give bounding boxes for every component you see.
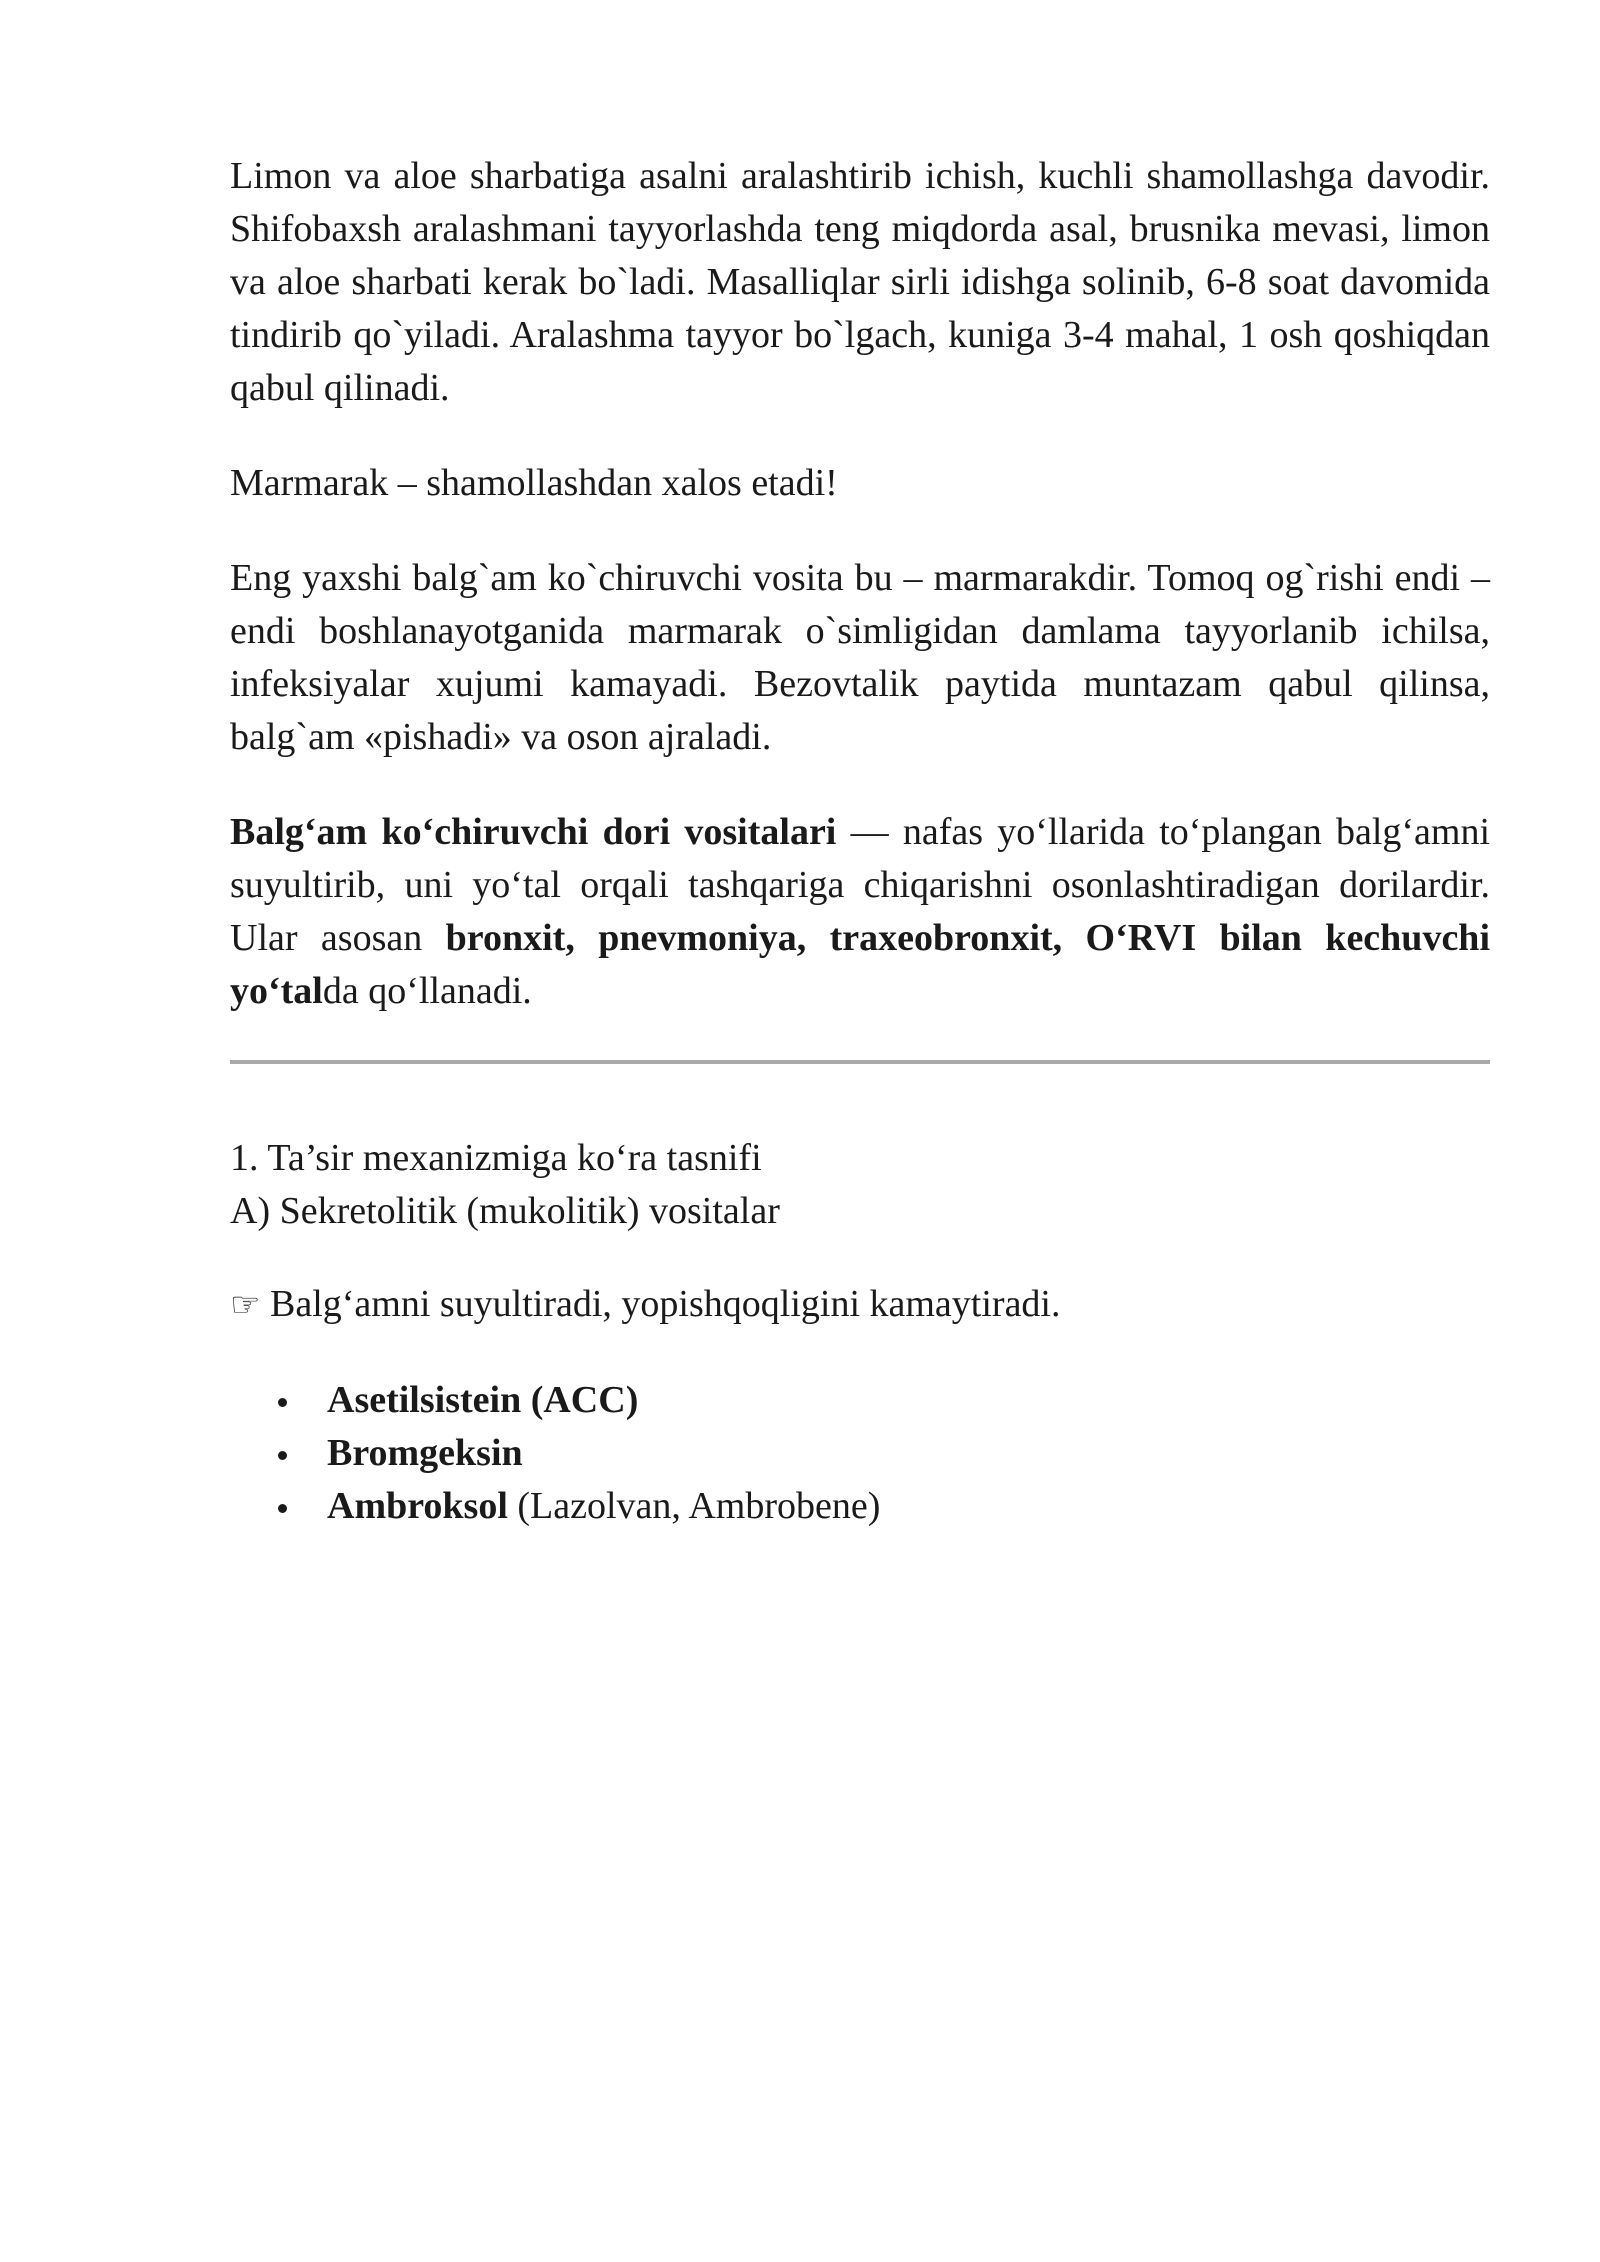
horizontal-divider <box>230 1060 1490 1064</box>
document-page <box>230 150 1490 1533</box>
drug-list <box>230 1374 1490 1533</box>
pointer-note <box>230 1278 1490 1332</box>
expectorants-definition: — nafas yo‘llarida to‘plangan balg‘amni suyultirib, uni yo‘tal orqali tashqariga chiqarishni osonlashtiradigan dorilardir. Ular asosan <box>230 811 1491 959</box>
pointing-hand-icon: ☞ <box>230 1285 261 1325</box>
list-item <box>327 1480 1490 1533</box>
paragraph-marmarak: Eng yaxshi balg`am ko`chiruvchi vosita bu – marmarakdir. Tomoq og`rishi endi – endi boshlanayotganida marmarak o`simligidan damlama tayyorlanib ichilsa, infeksiyalar xujumi kamayadi. Bezovtalik paytida muntazam qabul qilinsa, balg`am «pishadi» va oson ajraladi. <box>230 557 1490 758</box>
expectorants-indications: bronxit, pnevmoniya, traxeobronxit, O‘RVI bilan kechuvchi yo‘tal <box>230 917 1490 1012</box>
expectorants-ending: da qo‘llanadi. <box>322 970 532 1012</box>
list-item <box>327 1374 1490 1427</box>
list-item <box>327 1427 1490 1480</box>
expectorants-term: Balg‘am ko‘chiruvchi dori vositalari <box>230 811 837 853</box>
paragraph-marmarak-heading: Marmarak – shamollashdan xalos etadi! <box>230 462 838 504</box>
drug-note: (Lazolvan, Ambrobene) <box>507 1485 881 1527</box>
paragraph-expectorants <box>230 806 1490 1018</box>
drug-name: Bromgeksin <box>327 1432 523 1474</box>
paragraph-lemon-aloe: Limon va aloe sharbatiga asalni aralashtirib ichish, kuchli shamollashga davodir. Shifobaxsh aralashmani tayyorlashda teng miqdorda asal, brusnika mevasi, limon va aloe sharbati kerak bo`ladi. Masalliqlar sirli idishga solinib, 6-8 soat davomida tindirib qo`yiladi. Aralashma tayyor bo`lgach, kuniga 3-4 mahal, 1 osh qoshiqdan qabul qilinadi. <box>230 155 1490 409</box>
section-subheading: A) Sekretolitik (mukolitik) vositalar <box>230 1190 780 1232</box>
pointer-note-text: Balg‘amni suyultiradi, yopishqoqligini kamaytiradi. <box>260 1283 1061 1325</box>
section-heading: 1. Ta’sir mexanizmiga ko‘ra tasnifi <box>230 1137 762 1179</box>
drug-name: Ambroksol <box>327 1485 508 1527</box>
drug-name: Asetilsistein (ACC) <box>327 1379 639 1421</box>
